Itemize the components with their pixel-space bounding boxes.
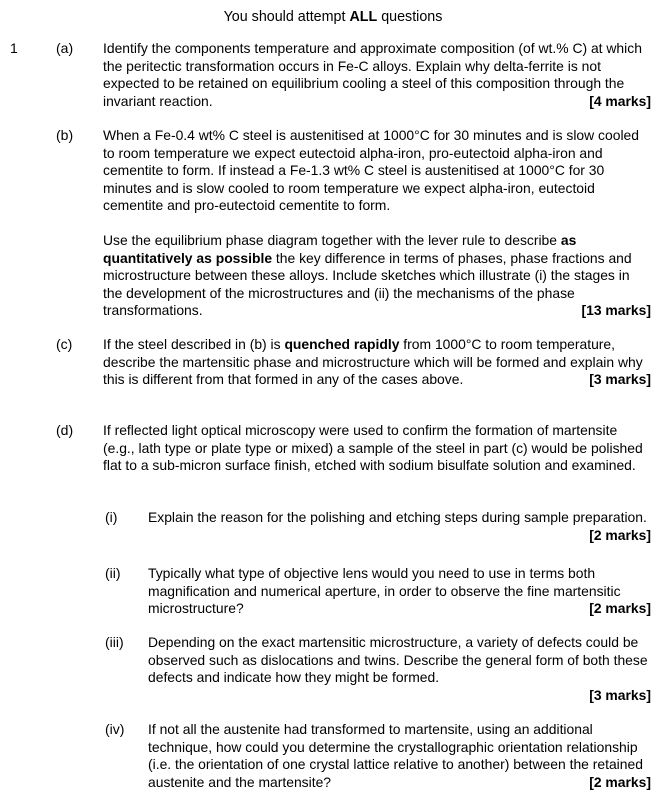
part-c-block — [103, 336, 651, 389]
part-d-iv-marks: [2 marks] — [589, 773, 651, 790]
part-d-iii-block — [148, 634, 651, 704]
part-d-ii-marks: [2 marks] — [589, 600, 651, 617]
part-c-label: (c) — [56, 336, 73, 352]
part-d-ii-text: Typically what type of objective lens would you need to use in terms both magnification and numerical aperture, in order to observe the fine martensitic microstructure? [2 marks] — [148, 565, 651, 617]
part-d-text: If reflected light optical microscopy were used to confirm the formation of martensite (e.g., lath type or plate type or mixed) a sample of the steel in part (c) would be polished flat to a sub-micron surface finish, etched with sodium bisulfate solution and examined. — [103, 422, 643, 474]
part-a-label: (a) — [56, 40, 74, 56]
part-d-ii-label: (ii) — [105, 565, 121, 581]
header-text-pre: You should attempt — [223, 9, 350, 25]
part-b-text-2: Use the equilibrium phase diagram together with the lever rule to describe as quantitatively as possible the key difference in terms of phases, phase fractions and microstructure between these alloys. Include sketches which illustrate (i) the stages in the development of the microstructures and (ii) the mechanisms of the phase transformations. [13 marks] — [103, 232, 651, 319]
part-d-i-label: (i) — [105, 509, 118, 525]
part-d-iii-marks: [3 marks] — [589, 686, 651, 703]
part-b-text-1: When a Fe-0.4 wt% C steel is austenitised at 1000°C for 30 minutes and is slow cooled to room temperature we expect eutectoid alpha-iron, pro-eutectoid alpha-iron and cementite to form. If instead a Fe-1.3 wt% C steel is austenitised at 1000°C for 30 minutes and is slow cooled to room temperature we expect alpha-iron, eutectoid cementite and pro-eutectoid cementite to form. — [103, 127, 639, 214]
part-d-iii-label: (iii) — [105, 634, 124, 650]
part-d-i-marks: [2 marks] — [589, 526, 651, 543]
part-d-iii-text: Depending on the exact martensitic microstructure, a variety of defects could be observed such as dislocations and twins. Describe the general form of both these defects and indicate how they might be formed. — [148, 634, 648, 686]
part-c-marks: [3 marks] — [589, 371, 651, 388]
question-number: 1 — [10, 40, 18, 56]
part-d-i-block — [148, 509, 651, 544]
part-c-text: If the steel described in (b) is quenched rapidly from 1000°C to room temperature, describe the martensitic phase and microstructure which will be formed and explain why this is different from that formed in any of the cases above. [3 marks] — [103, 336, 651, 388]
header-text-bold: ALL — [349, 9, 378, 25]
part-d-iv-block — [148, 721, 651, 791]
part-a-block — [103, 40, 651, 110]
part-a-marks: [4 marks] — [589, 92, 651, 109]
part-a-text: Identify the components temperature and approximate composition (of wt.% C) at which the peritectic transformation occurs in Fe-C alloys. Explain why delta-ferrite is not expected to be retained on equilibrium cooling a steel of this composition through the invariant reaction. [4 marks] — [103, 40, 651, 109]
part-b-emphasis: as quantitatively as possible — [103, 232, 577, 266]
part-d-i-text: Explain the reason for the polishing and etching steps during sample preparation. [2 marks] — [148, 509, 651, 543]
part-b-block — [103, 127, 651, 215]
part-b-marks: [13 marks] — [581, 302, 651, 319]
part-d-block — [103, 422, 651, 475]
part-d-label: (d) — [56, 422, 74, 438]
part-d-iv-text: If not all the austenite had transformed to martensite, using an additional technique, how could you determine the crystallographic orientation relationship (i.e. the orientation of one crystal lattice relative to another) between the retained austenite and the martensite? [2 marks] — [148, 721, 651, 790]
part-d-ii-block — [148, 565, 651, 618]
header-text-post: questions — [377, 9, 443, 25]
part-b-block-2 — [103, 232, 651, 320]
page-header — [0, 9, 666, 25]
part-c-emphasis: quenched rapidly — [284, 336, 400, 352]
part-b-label: (b) — [56, 127, 74, 143]
part-d-iv-label: (iv) — [105, 721, 125, 737]
